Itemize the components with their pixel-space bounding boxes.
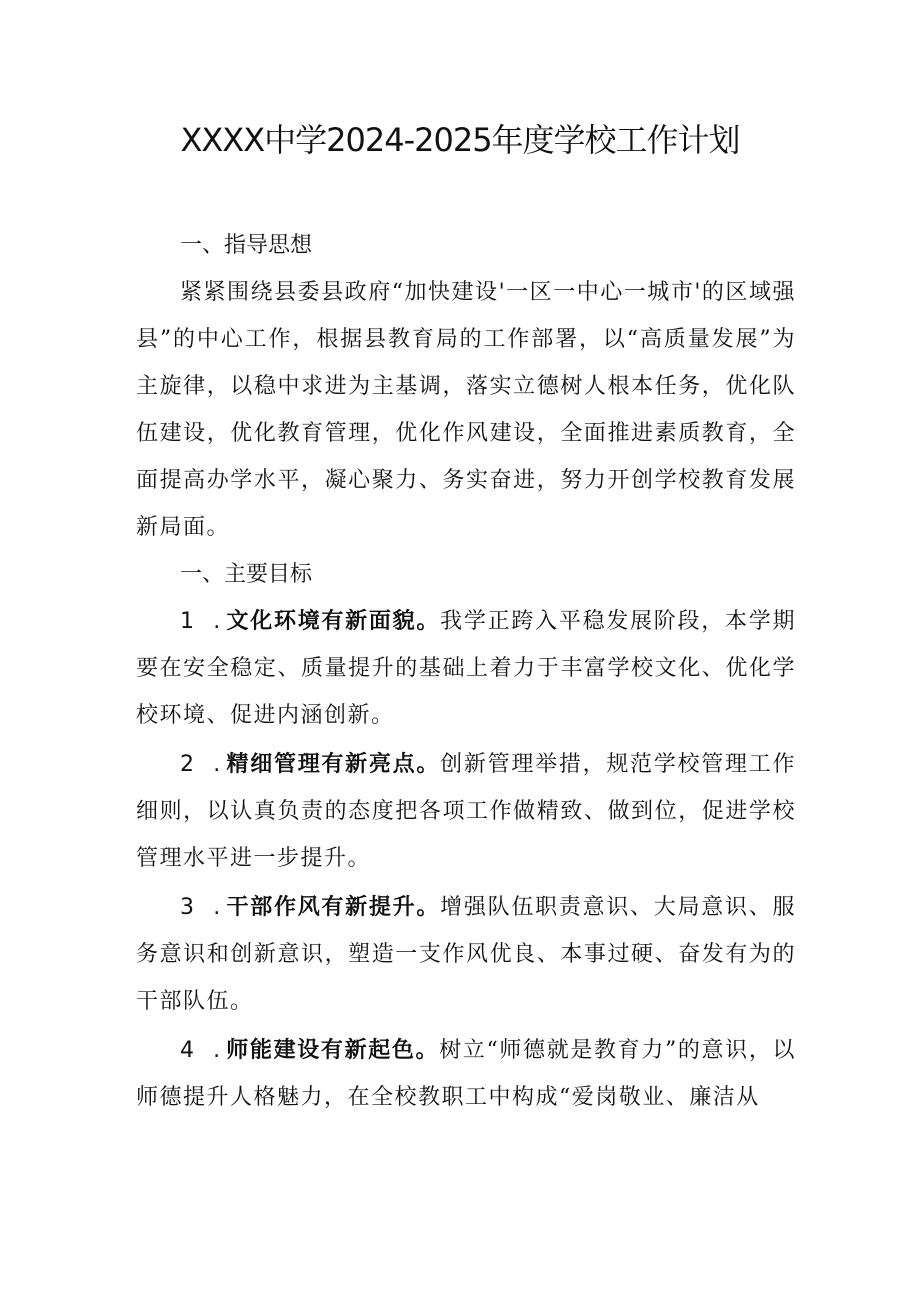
goal-number: 1 . xyxy=(180,609,227,634)
goal-item-2 xyxy=(136,741,796,882)
document-body xyxy=(136,222,796,1123)
section-heading-guiding-ideology: 一、指导思想 xyxy=(180,233,313,258)
section-heading-main-goals: 一、主要目标 xyxy=(180,562,313,587)
goal-title: 干部作风有新提升。 xyxy=(226,894,441,920)
goal-text: 树立“师德就是教育力”的意识，以师德提升人格魅力，在全校教职工中构成“爱岗敬业、廉洁从 xyxy=(136,1038,796,1110)
goal-number: 4 . xyxy=(180,1038,227,1063)
goal-text: 我学正跨入平稳发展阶段，本学期要在安全稳定、质量提升的基础上着力于丰富学校文化、优化学校环境、促进内涵创新。 xyxy=(136,609,796,728)
goal-item-1 xyxy=(136,598,796,739)
goal-number: 2 . xyxy=(180,752,227,777)
goal-title: 精细管理有新亮点。 xyxy=(226,751,441,777)
goal-title: 师能建设有新起色。 xyxy=(226,1037,440,1063)
goal-number: 3 . xyxy=(180,895,227,920)
paragraph-guiding-ideology: 紧紧围绕县委县政府“加快建设'一区一中心一城市'的区域强县”的中心工作，根据县教育局的工作部署，以“高质量发展”为主旋律，以稳中求进为主基调，落实立德树人根本任务，优化队伍建设，优化教育管理，优化作风建设，全面推进素质教育，全面提高办学水平，凝心聚力、务实奋进，努力开创学校教育发展新局面。 xyxy=(136,280,796,540)
goal-item-4 xyxy=(136,1027,796,1121)
goal-item-3 xyxy=(136,884,796,1025)
document-title: XXXX中学2024-2025年度学校工作计划 xyxy=(180,121,740,159)
goal-title: 文化环境有新面貌。 xyxy=(226,608,441,634)
goal-text: 创新管理举措，规范学校管理工作细则，以认真负责的态度把各项工作做精致、做到位，促进学校管理水平进一步提升。 xyxy=(136,752,796,871)
goal-text: 增强队伍职责意识、大局意识、服务意识和创新意识，塑造一支作风优良、本事过硬、奋发有为的干部队伍。 xyxy=(136,895,796,1014)
